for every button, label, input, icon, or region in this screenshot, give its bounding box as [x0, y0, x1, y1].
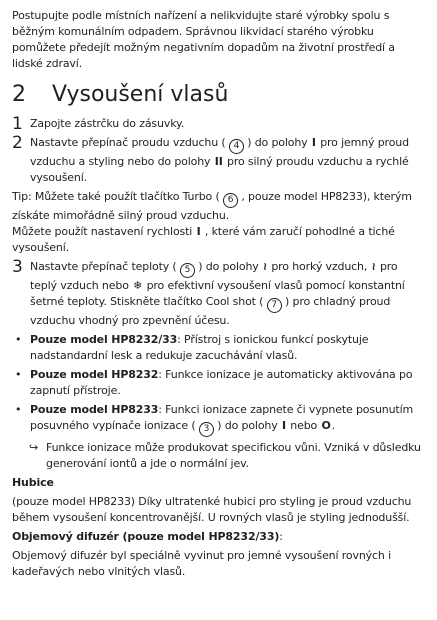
bullet-text: : Přístroj s ionickou funkcí poskytuje nadstandardní lesk a redukuje zacuchávání vlasů.	[30, 333, 369, 362]
step-text: Nastavte přepínač proudu vzduchu (	[30, 136, 226, 149]
bullet-item	[12, 332, 427, 364]
bullet-dot: •	[15, 403, 22, 416]
bullet-item	[12, 402, 427, 437]
section-title: Vysoušení vlasů	[52, 82, 229, 107]
step-text: ) do polohy	[247, 136, 308, 149]
callout-6-icon: 6	[223, 193, 238, 208]
speed-note	[12, 224, 427, 256]
callout-4-icon: 4	[229, 139, 244, 154]
difuzer-text: Objemový difuzér byl speciálně vyvinut pro jemné vysoušení rovných i kadeřavých nebo vlnitých vlasů.	[12, 549, 391, 578]
heat-warm-icon: ≀	[371, 260, 376, 273]
step-text: Nastavte přepínač teploty (	[30, 260, 177, 273]
step-text: ) pro chladný proud vzduchu vhodný pro zpevnění účesu.	[30, 295, 391, 327]
callout-7-icon: 7	[267, 298, 282, 313]
bullet-text: nebo	[290, 419, 318, 432]
thermoprotect-icon: ❄	[133, 279, 143, 292]
tip-text: , pouze model HP8233), kterým získáte mimořádně silný proud vzduchu.	[12, 190, 412, 222]
difuzer-title: Objemový difuzér (pouze model HP8232/33)	[12, 530, 280, 543]
result-note	[12, 440, 427, 472]
tip-text: : Můžete také použít tlačítko Turbo (	[27, 190, 220, 203]
tip-label: Tip	[12, 190, 28, 203]
note-text: Můžete použít nastavení rychlosti	[12, 225, 193, 238]
step-text: Zapojte zástrčku do zásuvky.	[30, 117, 185, 130]
section-heading	[12, 81, 427, 109]
callout-3-icon: 3	[199, 422, 214, 437]
hubice-text: (pouze model HP8233) Díky ultratenké hubici pro styling je proud vzduchu během vysoušení koncentrovanější. U rovných vlasů je styling jednodušší.	[12, 495, 412, 524]
step-text: pro efektivní vysoušení vlasů pomocí konstantní šetrné teploty. Stiskněte tlačítko Cool shot (	[30, 279, 405, 308]
airflow-low-icon: I	[196, 225, 201, 238]
step-3	[12, 259, 427, 329]
step-text: pro horký vzduch,	[271, 260, 368, 273]
arrow-icon: ↪	[29, 441, 39, 454]
tip-block	[12, 189, 427, 224]
step-number: 1	[12, 114, 23, 134]
step-1	[12, 116, 427, 132]
bullet-label: Pouze model HP8232/33	[30, 333, 178, 346]
result-text: Funkce ionizace může produkovat specifickou vůni. Vzniká v důsledku generování iontů a jde o normální jev.	[46, 441, 421, 470]
step-number: 2	[12, 133, 23, 153]
ion-on-icon: I	[281, 419, 286, 432]
difuzer-colon: :	[279, 530, 283, 543]
bullet-item	[12, 367, 427, 399]
bullet-label: Pouze model HP8232	[30, 368, 159, 381]
step-text: pro silný proudu vzduchu a rychlé vysoušení.	[30, 155, 409, 184]
bullet-label: Pouze model HP8233	[30, 403, 159, 416]
step-number: 3	[12, 257, 23, 277]
step-text: pro jemný proud vzduchu a styling nebo do polohy	[30, 136, 409, 168]
bullet-dot: •	[15, 333, 22, 346]
callout-5-icon: 5	[180, 263, 195, 278]
step-2	[12, 135, 427, 186]
bullet-text: : Funkce ionizace je automaticky aktivována po zapnutí přístroje.	[30, 368, 413, 397]
step-text: ) do polohy	[198, 260, 259, 273]
step-text: pro teplý vzduch nebo	[30, 260, 398, 292]
subheading-difuzer	[12, 529, 427, 545]
bullet-text: .	[331, 419, 336, 432]
subheading-hubice: Hubice	[12, 476, 54, 489]
intro-paragraph: Postupujte podle místních nařízení a nelikvidujte staré výrobky spolu s běžným komunálním odpadem. Správnou likvidací starého výrobku pomůžete předejít možným negativním dopadům na životní prostředí a lidské zdraví.	[12, 9, 395, 70]
airflow-low-icon: I	[311, 136, 316, 149]
heat-high-icon: ≀	[262, 260, 267, 273]
ion-off-icon: O	[321, 419, 331, 432]
bullet-dot: •	[15, 368, 22, 381]
airflow-high-icon: II	[214, 155, 223, 168]
note-text: , které vám zaručí pohodlné a tiché vysoušení.	[12, 225, 395, 254]
bullet-text: ) do polohy	[217, 419, 278, 432]
bullet-text: : Funkci ionizace zapnete či vypnete posunutím posuvného vypínače ionizace (	[30, 403, 414, 432]
section-number: 2	[12, 82, 26, 107]
